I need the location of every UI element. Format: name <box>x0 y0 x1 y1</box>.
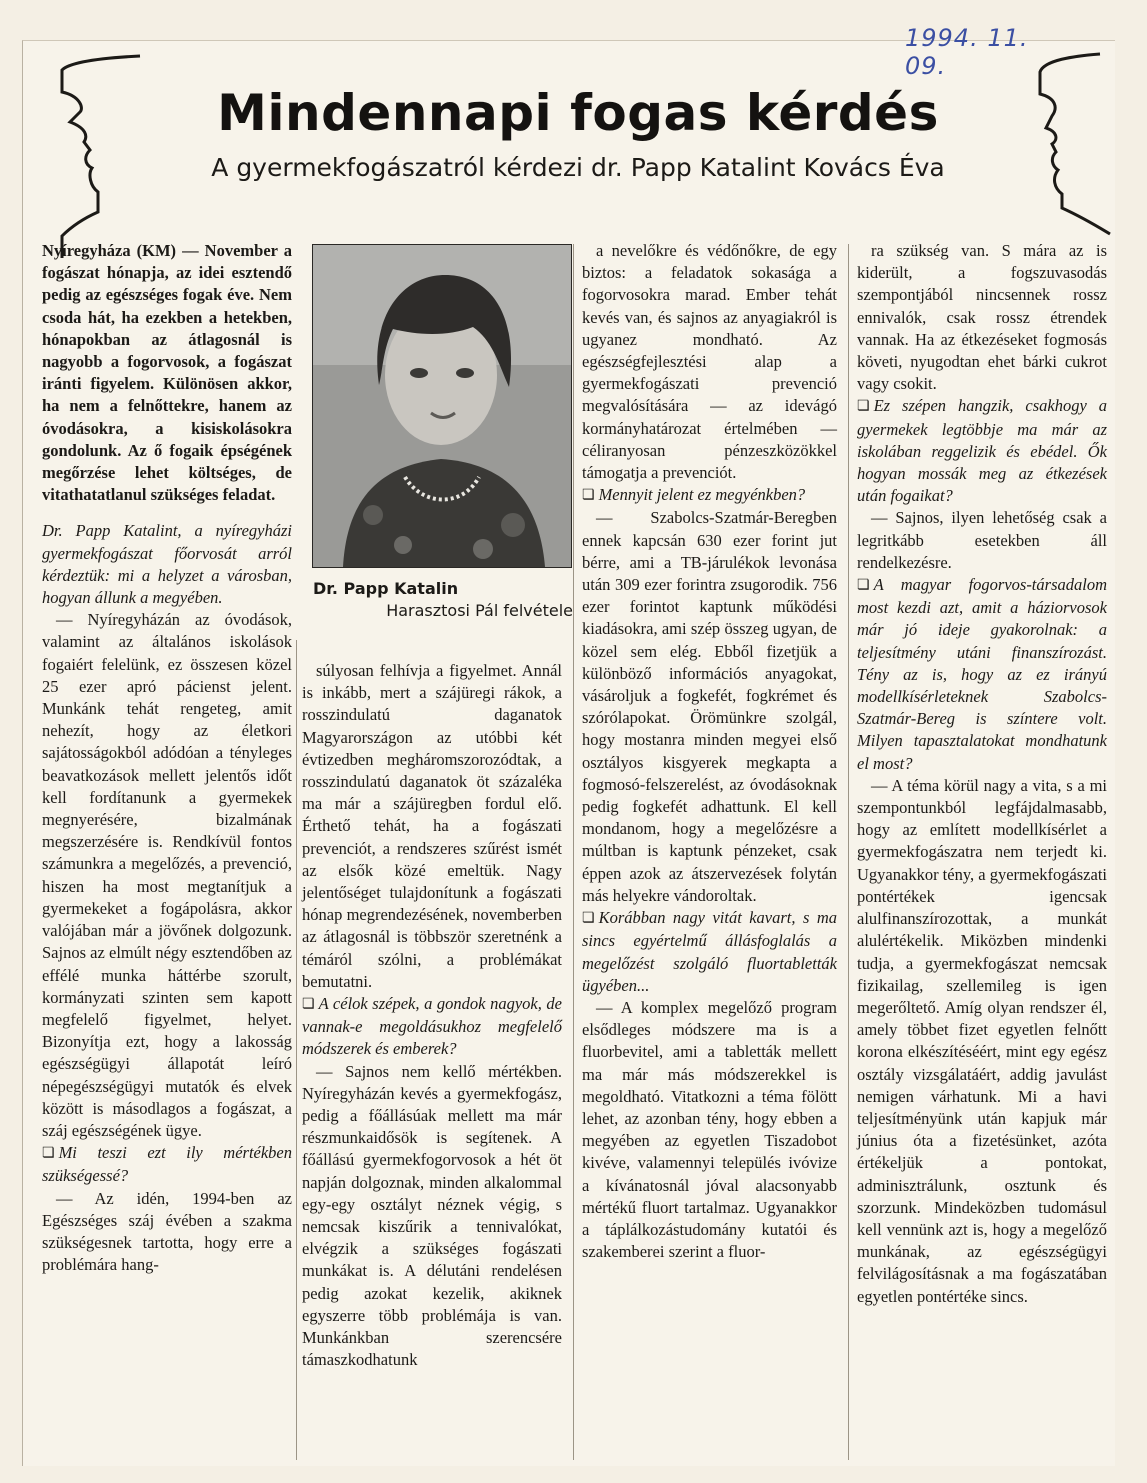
article-paragraph <box>857 507 1107 574</box>
paragraph-text: Ez szépen hangzik, csakhogy a gyermekek legtöbbje ma már az iskolában reggelizik és ebédel. Ők hogyan mossák meg az étkezések után fogaikat? <box>857 396 1107 506</box>
article-paragraph <box>302 1061 562 1372</box>
right-face-profile-icon <box>1000 48 1120 238</box>
article-paragraph <box>857 240 1107 395</box>
article-paragraph <box>582 240 837 484</box>
photo-caption <box>305 578 573 626</box>
article-lead-paragraph <box>42 240 292 506</box>
interview-question <box>582 907 837 997</box>
paragraph-text: — Sajnos, ilyen lehetőség csak a legritkább esetekben áll rendelkezésre. <box>857 508 1107 572</box>
article-column-1 <box>42 240 292 1276</box>
paragraph-text: — Nyíregyházán az óvodások, valamint az általános iskolások fogaiért felelünk, ez összesen közel 25 ezer apró pácienst jelent. Munkánk tehát rengeteg, amit nehezít, hogy az életkori sajátosságokból adódóan a tényleges beavatkozások mellett jelentős időt kell fordítanunk a gyermekek megnyerésére, bizalmának megszerzésére is. Rendkívül fontos számunkra a megelőzés, a prevenció, hiszen ha most megtanítjuk a gyermekeket a fogápolásra, akkor valójában már a jövőnek dolgozunk. Sajnos az elmúlt négy esztendőben az effélé munka háttérbe szorult, kormányzati szinten sem kapott megfelelő figyelmet, helyet. Bizonyítja ezt, hogy a lakosság egészségügyi állapotát leíró népegészségügyi mutatók és elvek között is másodlagos a fogászat, a száj egészségének ügye. <box>42 610 292 1140</box>
question-box-icon: ❏ <box>302 997 315 1013</box>
column-divider <box>573 244 574 1460</box>
paragraph-text: a nevelőkre és védőnőkre, de egy biztos: a feladatok sokasága a fogorvosokra marad. Ember tehát kevés van, és sajnos az anyagiakról is ugyanez mondható. Az egészségfejlesztési alap a gyermekfogászati prevenció megvalósítására — az idevágó kormányhatározat értelmében — céliranyosan pénzeszközökkel támogatja a prevenciót. <box>582 241 837 483</box>
article-column-3 <box>582 240 837 1263</box>
interview-question <box>857 395 1107 507</box>
paragraph-text: súlyosan felhívja a figyelmet. Annál is inkább, mert a szájüregi rákok, a rosszindulatú daganatok Magyarországon az utóbbi két évtizedben megháromszorozódtak, a rosszindulatú daganatok öt százaléka ma már a szájüregben fordul elő. Érthető tehát, ha a fogászati prevenciót, a rendszeres szűrést ismét az elsők közé emeltük. Nagy jelentőséget tulajdonítunk a fogászati hónap megrendezésének, novemberben az átlagosnál is többször szeretnénk a témáról szólni, a problémákat bemutatni. <box>302 661 562 991</box>
paragraph-text: Mennyit jelent ez megyénkben? <box>598 485 806 505</box>
question-box-icon: ❏ <box>857 578 870 594</box>
article-subheadline: A gyermekfogászatról kérdezi dr. Papp Katalint Kovács Éva <box>211 153 945 182</box>
paragraph-text: — Az idén, 1994-ben az Egészséges száj évében a szakma szükségesnek tartotta, hogy erre a problémára hang- <box>42 1188 292 1275</box>
article-headline: Mindennapi fogas kérdés <box>217 84 939 142</box>
paragraph-text: — A komplex megelőző program elsődleges módszere ma is a fluorbevitel, ami a tabletták mellett ma már más módszerekkel is megoldható. Vitatkozni a téma fölött lehet, az azonban tény, hogy ebben a megyében az egyetlen Tiszadobot kivéve, valamennyi település ivóvize a kívánatosnál jóval alacsonyabb mértékű fluort tartalmaz. Ugyanakkor a táplálkozástudomány kutatói és szakemberei szerint a fluor- <box>582 997 837 1262</box>
paragraph-text: — Szabolcs-Szatmár-Beregben ennek kapcsán 630 ezer forint jut bérre, ami a TB-járulékok levonása után 309 ezer forintra zsugorodik. 756 ezer forintot kaptunk működési kiadásokra, ami szép összeg ugyan, de közel sem elég. Ebből fizetjük a különböző információs anyagokat, vásároljuk a fogkefét, fogkrémet és szórólapokat. Örömünkre szolgál, hogy mostanra minden megyei első osztályos kisgyerek megkapta a fogmosó-felszerelést, az óvodásoknak pedig fogkefét adhattunk. El kell mondanom, hogy a megelőzésre a múltban is kaptunk pénzeket, csak éppen azok az átszervezések folytán más helyekre vándoroltak. <box>582 508 837 905</box>
paragraph-text: ra szükség van. S mára az is kiderült, a fogszuvasodás szempontjából nincsennek rossz ennivalók, csak rossz étrendek vannak. Ha az étkezéseket fogmosás követi, nyugodtan ehet bárki cukrot vagy csokit. <box>857 241 1107 394</box>
article-paragraph <box>857 775 1107 1308</box>
article-column-4 <box>857 240 1107 1308</box>
article-paragraph <box>42 1188 292 1277</box>
article-paragraph <box>42 609 292 1142</box>
column-divider <box>848 244 849 1460</box>
handwritten-date-stamp: 1994. 11. 09. <box>905 24 1029 80</box>
paragraph-text: — Sajnos nem kellő mértékben. Nyíregyházán kevés a gyermekfogász, pedig a főállásúak mellett ma már részmunkaidősök is segítenek. A főállású gyermekfogorvosok a hét öt napján dolgoznak, minden alkalommal egy-egy osztályt néznek végig, s nemcsak kiszűrik a tennivalókat, elvégzik a szükséges fogászati munkákat is. A délutáni rendelésen pedig azokat kezelik, akiknek egyszerre több problémája is van. Munkánkban szerencsére támaszkodhatunk <box>302 1061 562 1370</box>
question-box-icon: ❏ <box>582 488 595 504</box>
paragraph-text: Mi teszi ezt ily mértékben szükségessé? <box>42 1143 292 1186</box>
paragraph-text: — A téma körül nagy a vita, s a mi szempontunkból legfájdalmasabb, hogy az említett modellkísérlet a gyermekfogászatra nem terjedt ki. Ugyanakkor tény, a gyermekfogászati pontértékek igencsak alulfinanszírozottak, a munkát alulértékelik. Miközben mindenki tudja, a gyermekfogászat nemcsak fizikailag, szellemileg is igen megerőltető. Amíg olyan rendszer él, amely többet fizet egyetlen felnőtt korona elkészítéséért, mint egy egész osztály vizsgálatáért, addig javulást nemigen várhatunk. Mi a havi teljesítményünk után kapjuk már június óta a fizetésünket, azóta értékeljük a pontokat, adminisztrálunk, osztunk és szorzunk. Mindeközben tudomásul kell vennünk azt is, hogy a megelőző munkának, az egészségügyi felvilágosításnak a ma fogászatában egyetlen pontértéke sincs. <box>857 775 1107 1306</box>
paragraph-text: Korábban nagy vitát kavart, s ma sincs egyértelmű állásfoglalás a megelőzést szolgáló fluortabletták ügyében... <box>582 908 837 995</box>
question-box-icon: ❏ <box>42 1146 55 1162</box>
question-box-icon: ❏ <box>582 911 595 927</box>
article-paragraph <box>582 507 837 907</box>
left-face-profile-icon <box>40 52 160 262</box>
caption-credit: Harasztosi Pál felvétele <box>386 601 573 620</box>
interview-question <box>42 1142 292 1187</box>
portrait-photo <box>312 244 572 568</box>
interview-question <box>857 574 1107 775</box>
paragraph-text: Nyíregyháza (KM) — November a fogászat hónapja, az idei esztendő pedig az egészséges fogak éve. Nem csoda hát, ha ezekben a hetekben, hónapokban az átlagosnál is nagyobb a fogorvosok, a fogászat iránti figyelem. Különösen akkor, ha nem a felnőttekre, hanem az óvodásokra, a kisiskolásokra gondolunk. Az ő fogaik épségének megőrzése lehet költséges, de vitathatatlanul szükséges feladat. <box>42 241 292 505</box>
article-paragraph <box>582 997 837 1263</box>
article-intro-paragraph <box>42 520 292 609</box>
paragraph-text: Dr. Papp Katalint, a nyíregyházi gyermekfogászat főorvosát arról kérdeztük: mi a helyzet a városban, hogyan állunk a megyében. <box>42 521 292 608</box>
paragraph-text: A magyar fogorvos-társadalom most kezdi azt, amit a háziorvosok már jó ideje gyakorolnak: a teljesítmény utáni finanszírozást. Tény az is, hogy az ez irányú modellkísérleteknek Szabolcs-Szatmár-Bereg is színtere volt. Milyen tapasztalatokat mondhatunk el most? <box>857 575 1107 773</box>
interview-question <box>302 993 562 1061</box>
article-column-2 <box>302 660 562 1372</box>
article-paragraph <box>302 660 562 993</box>
paragraph-text: A célok szépek, a gondok nagyok, de vannak-e megoldásukhoz megfelelő módszerek és emberek? <box>302 994 562 1059</box>
question-box-icon: ❏ <box>857 399 870 415</box>
column-divider <box>296 640 297 1460</box>
caption-name: Dr. Papp Katalin <box>313 579 459 598</box>
paragraph-gap <box>42 506 292 520</box>
interview-question <box>582 484 837 507</box>
